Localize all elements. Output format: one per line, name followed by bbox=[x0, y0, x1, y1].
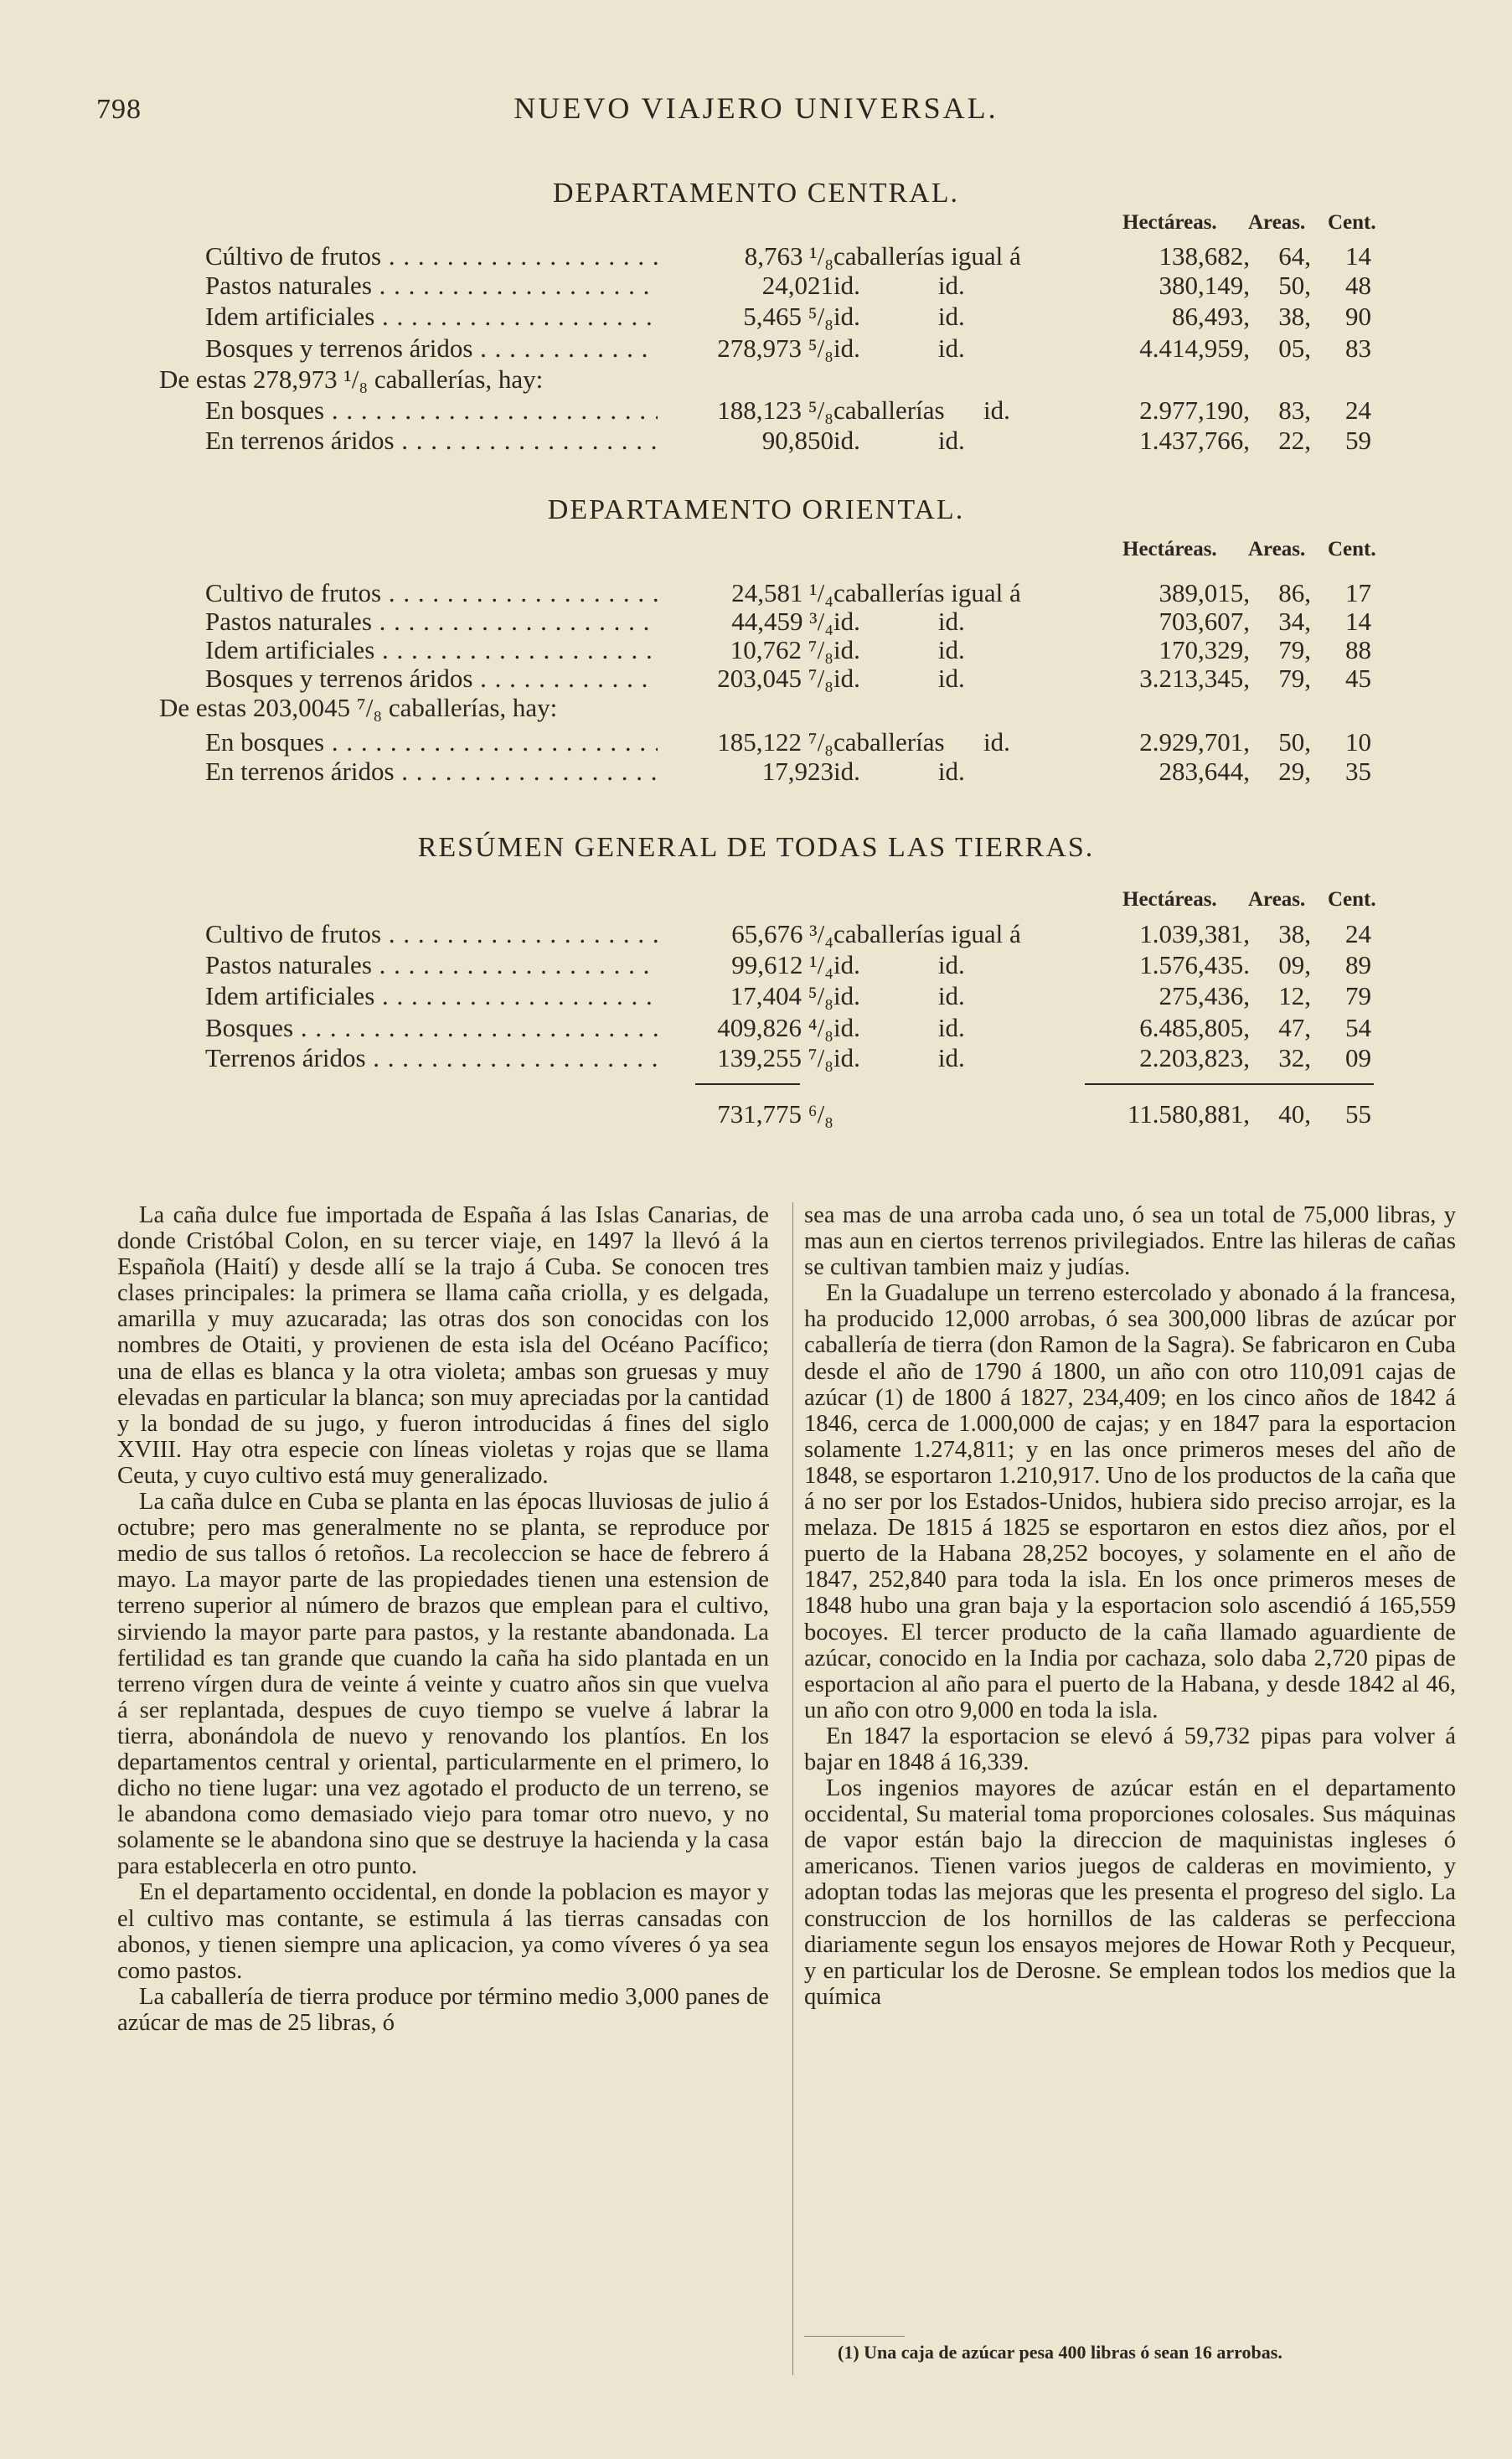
row-areas: 79, bbox=[1278, 635, 1311, 664]
row-label bbox=[205, 664, 658, 694]
row-hectareas: 1.437,766, bbox=[1139, 426, 1250, 455]
row-areas: 38, bbox=[1278, 919, 1311, 948]
row-areas: 38, bbox=[1278, 302, 1311, 331]
row-areas: 50, bbox=[1278, 271, 1311, 300]
row-unit: id. id. bbox=[833, 950, 965, 979]
row-unit: caballerías id. bbox=[833, 727, 1010, 757]
row-quantity: 203,045 ⁷/₈ bbox=[717, 664, 833, 693]
row-cent: 10 bbox=[1345, 727, 1371, 757]
row-cent: 79 bbox=[1345, 981, 1371, 1010]
table-row bbox=[0, 364, 1512, 398]
row-cent: 24 bbox=[1345, 395, 1371, 425]
paragraph: En 1847 la esportacion se elevó á 59,732 pipas para volver á bajar en 1848 á 16,339. bbox=[804, 1723, 1456, 1775]
table-row bbox=[0, 333, 1512, 367]
total-cent: 55 bbox=[1345, 1099, 1371, 1129]
paragraph: En el departamento occidental, en donde la poblacion es mayor y el cultivo mas contante, se estimula á las tierras cansadas con abonos, y tienen siempre una aplicacion, ya como víveres ó ya sea como pastos. bbox=[117, 1879, 769, 1984]
units-hectareas: Hectáreas. bbox=[1122, 538, 1217, 561]
row-label-text: Idem artificiales . . . bbox=[205, 635, 658, 664]
row-quantity: 17,404 ⁵/₈ bbox=[730, 981, 833, 1010]
row-label bbox=[205, 757, 658, 787]
row-quantity: 24,021 bbox=[761, 271, 833, 300]
row-unit: id. id. bbox=[833, 757, 965, 786]
row-label bbox=[205, 950, 658, 980]
section-title: DEPARTAMENTO CENTRAL. bbox=[553, 178, 959, 209]
row-areas: 79, bbox=[1278, 664, 1311, 693]
table-row bbox=[0, 1043, 1512, 1077]
table-row bbox=[0, 664, 1512, 697]
row-unit: id. id. bbox=[833, 1043, 965, 1072]
row-hectareas: 2.977,190, bbox=[1139, 395, 1250, 425]
row-cent: 35 bbox=[1345, 757, 1371, 786]
row-label-text: Terrenos áridos . . . bbox=[205, 1043, 658, 1072]
table-row bbox=[0, 693, 1512, 726]
total-row bbox=[0, 1099, 1512, 1133]
total-hectareas: 11.580,881, bbox=[1127, 1099, 1250, 1129]
row-unit: id. id. bbox=[833, 664, 965, 693]
units-areas: Areas. bbox=[1248, 211, 1306, 234]
row-unit: id. id. bbox=[833, 271, 965, 300]
row-label bbox=[205, 302, 658, 332]
row-areas: 09, bbox=[1278, 950, 1311, 979]
row-areas: 50, bbox=[1278, 727, 1311, 757]
row-quantity: 409,826 ⁴/₈ bbox=[717, 1013, 833, 1042]
row-label bbox=[205, 395, 658, 426]
row-label bbox=[159, 693, 612, 723]
table-row bbox=[0, 426, 1512, 459]
table-row bbox=[0, 271, 1512, 304]
footnote-rule bbox=[804, 2336, 905, 2337]
row-quantity: 185,122 ⁷/₈ bbox=[717, 727, 833, 757]
table-row bbox=[0, 950, 1512, 984]
row-unit: id. id. bbox=[833, 981, 965, 1010]
units-cent: Cent. bbox=[1328, 538, 1376, 561]
row-label bbox=[205, 727, 658, 757]
table-row bbox=[0, 395, 1512, 429]
row-hectareas: 3.213,345, bbox=[1139, 664, 1250, 693]
paragraph: sea mas de una arroba cada uno, ó sea un total de 75,000 libras, y mas aun en ciertos terrenos privilegiados. Entre las hileras de cañas se cultivan tambien maiz y judías. bbox=[804, 1202, 1456, 1281]
row-unit: caballerías id. bbox=[833, 395, 1010, 425]
row-hectareas: 1.039,381, bbox=[1139, 919, 1250, 948]
row-cent: 24 bbox=[1345, 919, 1371, 948]
running-title: NUEVO VIAJERO UNIVERSAL. bbox=[513, 91, 999, 125]
row-label bbox=[205, 607, 658, 637]
row-label bbox=[159, 364, 612, 395]
row-label bbox=[205, 1043, 658, 1073]
units-areas: Areas. bbox=[1248, 888, 1306, 911]
row-label-text: Bosques y terrenos áridos . . . bbox=[205, 664, 658, 693]
row-cent: 89 bbox=[1345, 950, 1371, 979]
row-unit: id. id. bbox=[833, 333, 965, 363]
row-label-text: En bosques . . . bbox=[205, 727, 658, 757]
total-rule-right bbox=[1085, 1083, 1374, 1085]
row-cent: 45 bbox=[1345, 664, 1371, 693]
row-label-text: En terrenos áridos . . . bbox=[205, 426, 658, 455]
row-quantity: 90,850 bbox=[761, 426, 833, 455]
row-unit: id. id. bbox=[833, 607, 965, 636]
paragraph: La caballería de tierra produce por término medio 3,000 panes de azúcar de mas de 25 libras, ó bbox=[117, 1983, 769, 2036]
page-number: 798 bbox=[96, 94, 142, 125]
row-areas: 83, bbox=[1278, 395, 1311, 425]
row-hectareas: 380,149, bbox=[1159, 271, 1250, 300]
row-cent: 83 bbox=[1345, 333, 1371, 363]
table-row bbox=[0, 241, 1512, 275]
row-unit: id. id. bbox=[833, 426, 965, 455]
paragraph: Los ingenios mayores de azúcar están en el departamento occidental, Su material toma proporciones colosales. Sus máquinas de vapor están bajo la direccion de maquinistas ingleses ó americanos. Tienen varios juegos de calderas en movimiento, y adoptan todas las mejoras que les presenta el progreso del siglo. La construccion de los hornillos de las calderas se perfecciona diariamente segun los ensayos mejores de Howar Roth y Pecqueur, y en particular los de Derosne. Se emplean todos los medios que la química bbox=[804, 1775, 1456, 2010]
row-label bbox=[205, 919, 658, 949]
row-unit: caballerías igual á bbox=[833, 578, 1021, 607]
paragraph: La caña dulce fue importada de España á las Islas Canarias, de donde Cristóbal Colon, en su tercer viaje, en 1497 la llevó á la Española (Haití) y desde allí se la trajo á Cuba. Se conocen tres clases principales: la primera se llama caña criolla, y es delgada, amarilla y muy azucarada; las otras dos son conocidas con los nombres de Otaiti, y provienen de esta isla del Océano Pacífico; una de ellas es blanca y la otra violeta; ambas son gruesas y muy elevadas en particular la blanca; son muy apreciadas por la cantidad y la bondad de su jugo, y fueron introducidas á fines del siglo XVIII. Hay otra especie con líneas violetas y rojas que se llama Ceuta, y cuyo cultivo está muy generalizado. bbox=[117, 1202, 769, 1489]
row-quantity: 8,763 ¹/₈ bbox=[744, 241, 833, 271]
row-hectareas: 1.576,435. bbox=[1139, 950, 1250, 979]
row-quantity: 17,923 bbox=[761, 757, 833, 786]
section-title: DEPARTAMENTO ORIENTAL. bbox=[547, 494, 965, 525]
body-text bbox=[117, 1202, 1466, 2375]
paragraph: En la Guadalupe un terreno estercolado y abonado á la francesa, ha producido 12,000 arrobas, ó sea 300,000 libras de azúcar por caballería de tierra (don Ramon de la Sagra). Se fabricaron en Cuba desde el año de 1790 á 1800, un año con otro 110,091 cajas de azúcar (1) de 1800 á 1827, 234,409; en los cinco años de 1842 á 1846, cerca de 1.000,000 de cajas; y en 1847 para la esportacion solamente 1.274,811; y en las once primeros meses del año de 1848, se esportaron 1.210,917. Uno de los productos de la caña que á no ser por los Estados-Unidos, hubiera sido preciso arrojar, es la melaza. De 1815 á 1825 se esportaron en estos diez años, por el puerto de la Habana 28,252 bocoyes, y solamente en el año de 1847, 252,840 para toda la isla. En los once primeros meses de 1848 hubo una gran baja y la esportacion solo ascendió á 165,559 bocoyes. El tercer producto de la caña llamado aguardiente de azúcar, conocido en la India por cachaza, solo daba 2,720 pipas de esportacion al año para el puerto de la Habana, y desde 1842 al 46, un año con otro 9,000 en toda la isla. bbox=[804, 1280, 1456, 1723]
table-row bbox=[0, 302, 1512, 335]
row-hectareas: 2.929,701, bbox=[1139, 727, 1250, 757]
units-hectareas: Hectáreas. bbox=[1122, 211, 1217, 234]
row-label bbox=[205, 426, 658, 456]
row-label bbox=[205, 578, 658, 608]
row-cent: 88 bbox=[1345, 635, 1371, 664]
row-label bbox=[205, 981, 658, 1011]
row-label-text: Cúltivo de frutos . . . bbox=[205, 241, 658, 271]
row-cent: 54 bbox=[1345, 1013, 1371, 1042]
total-rule-left bbox=[695, 1083, 800, 1085]
row-areas: 29, bbox=[1278, 757, 1311, 786]
row-hectareas: 138,682, bbox=[1159, 241, 1250, 271]
row-label-text: En bosques . . . bbox=[205, 395, 658, 425]
row-label-text: De estas 203,0045 ⁷/₈ caballerías, hay: bbox=[159, 693, 558, 722]
row-quantity: 24,581 ¹/₄ bbox=[731, 578, 833, 607]
row-cent: 14 bbox=[1345, 241, 1371, 271]
row-label bbox=[205, 635, 658, 665]
row-label-text: Idem artificiales . . . bbox=[205, 981, 658, 1010]
row-hectareas: 86,493, bbox=[1172, 302, 1250, 331]
row-hectareas: 6.485,805, bbox=[1139, 1013, 1250, 1042]
row-areas: 34, bbox=[1278, 607, 1311, 636]
row-hectareas: 170,329, bbox=[1159, 635, 1250, 664]
row-hectareas: 4.414,959, bbox=[1139, 333, 1250, 363]
row-quantity: 99,612 ¹/₄ bbox=[731, 950, 833, 979]
row-areas: 22, bbox=[1278, 426, 1311, 455]
row-label-text: Pastos naturales . . . bbox=[205, 950, 658, 979]
units-areas: Areas. bbox=[1248, 538, 1306, 561]
total-areas: 40, bbox=[1278, 1099, 1311, 1129]
row-hectareas: 389,015, bbox=[1159, 578, 1250, 607]
row-areas: 64, bbox=[1278, 241, 1311, 271]
row-unit: caballerías igual á bbox=[833, 241, 1021, 271]
row-label-text: De estas 278,973 ¹/₈ caballerías, hay: bbox=[159, 364, 544, 394]
row-cent: 14 bbox=[1345, 607, 1371, 636]
row-label bbox=[205, 241, 658, 271]
row-quantity: 5,465 ⁵/₈ bbox=[743, 302, 833, 331]
row-label-text: Pastos naturales . . . bbox=[205, 607, 658, 636]
row-label-text: En terrenos áridos . . . bbox=[205, 757, 658, 786]
row-label-text: Cultivo de frutos . . . bbox=[205, 919, 658, 948]
row-areas: 05, bbox=[1278, 333, 1311, 363]
row-label bbox=[205, 271, 658, 301]
row-cent: 48 bbox=[1345, 271, 1371, 300]
row-areas: 47, bbox=[1278, 1013, 1311, 1042]
row-hectareas: 2.203,823, bbox=[1139, 1043, 1250, 1072]
row-cent: 09 bbox=[1345, 1043, 1371, 1072]
left-column bbox=[117, 1202, 769, 2036]
row-areas: 86, bbox=[1278, 578, 1311, 607]
row-label-text: Bosques y terrenos áridos . . . bbox=[205, 333, 658, 363]
row-label-text: Pastos naturales . . . bbox=[205, 271, 658, 300]
row-hectareas: 275,436, bbox=[1159, 981, 1250, 1010]
row-quantity: 188,123 ⁵/₈ bbox=[717, 395, 833, 425]
units-cent: Cent. bbox=[1328, 888, 1376, 911]
section-title: RESÚMEN GENERAL DE TODAS LAS TIERRAS. bbox=[417, 832, 1095, 863]
row-label bbox=[205, 1013, 658, 1043]
row-unit: id. id. bbox=[833, 635, 965, 664]
row-hectareas: 703,607, bbox=[1159, 607, 1250, 636]
row-cent: 90 bbox=[1345, 302, 1371, 331]
row-unit: id. id. bbox=[833, 302, 965, 331]
units-cent: Cent. bbox=[1328, 211, 1376, 234]
footnote: (1) Una caja de azúcar pesa 400 libras ó sean 16 arrobas. bbox=[838, 2342, 1282, 2363]
right-column bbox=[804, 1202, 1456, 2010]
row-unit: id. id. bbox=[833, 1013, 965, 1042]
table-row bbox=[0, 727, 1512, 761]
row-quantity: 278,973 ⁵/₈ bbox=[717, 333, 833, 363]
table-row bbox=[0, 1013, 1512, 1046]
row-quantity: 10,762 ⁷/₈ bbox=[730, 635, 833, 664]
total-quantity: 731,775 ⁶/₈ bbox=[717, 1099, 833, 1129]
table-row bbox=[0, 919, 1512, 953]
table-row bbox=[0, 757, 1512, 790]
column-divider bbox=[792, 1202, 793, 2375]
row-areas: 32, bbox=[1278, 1043, 1311, 1072]
units-hectareas: Hectáreas. bbox=[1122, 888, 1217, 911]
row-label-text: Cultivo de frutos . . . bbox=[205, 578, 658, 607]
row-hectareas: 283,644, bbox=[1159, 757, 1250, 786]
row-unit: caballerías igual á bbox=[833, 919, 1021, 948]
row-cent: 59 bbox=[1345, 426, 1371, 455]
row-label-text: Idem artificiales . . . bbox=[205, 302, 658, 331]
row-cent: 17 bbox=[1345, 578, 1371, 607]
row-areas: 12, bbox=[1278, 981, 1311, 1010]
table-row bbox=[0, 981, 1512, 1015]
paragraph: La caña dulce en Cuba se planta en las épocas lluviosas de julio á octubre; pero mas generalmente no se planta, se reproduce por medio de sus tallos ó retoños. La recoleccion se hace de febrero á mayo. La mayor parte de las propiedades tienen una estension de terreno superior al número de brazos que emplean para el cultivo, sirviendo la mayor parte para pastos, y la restante abandonada. La fertilidad es tan grande que cuando la caña ha sido plantada en un terreno vírgen dura de veinte á veinte y cuatro años sin que vuelva á ser replantada, despues de cuyo tiempo se vuelve á labrar la tierra, abonándola de nuevo y renovando los plantíos. En los departamentos central y oriental, particularmente en el primero, lo dicho no tiene lugar: una vez agotado el producto de un terreno, se le abandona como demasiado viejo para tomar otro nuevo, y no solamente se le abandona sino que se destruye la hacienda y la casa para establecerla en otro punto. bbox=[117, 1489, 769, 1880]
row-label bbox=[205, 333, 658, 364]
row-quantity: 139,255 ⁷/₈ bbox=[717, 1043, 833, 1072]
row-quantity: 44,459 ³/₄ bbox=[731, 607, 833, 636]
row-label-text: Bosques . . . bbox=[205, 1013, 658, 1042]
row-quantity: 65,676 ³/₄ bbox=[731, 919, 833, 948]
